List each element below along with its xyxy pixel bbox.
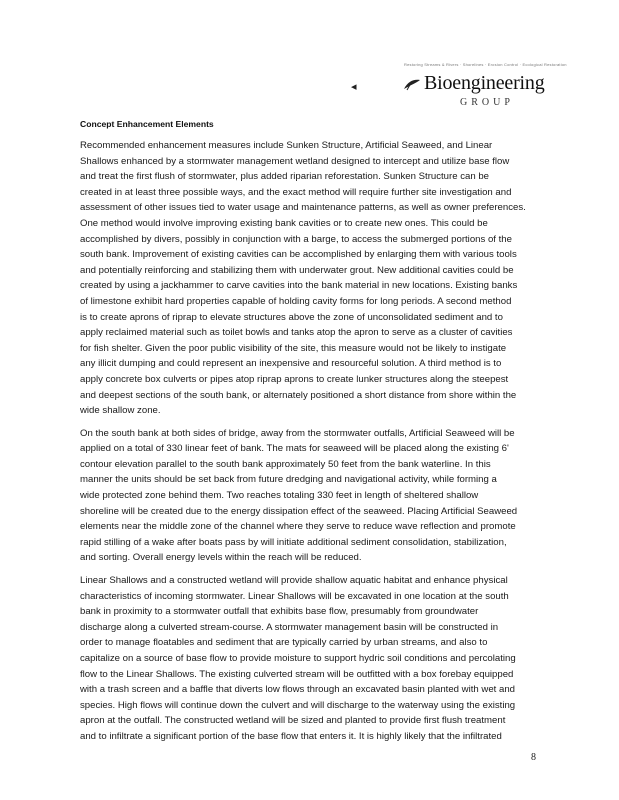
text-line: flow to the Linear Shallows. The existing culverted stream will be outfitted with a box forebay equipped (80, 668, 514, 680)
document-body (80, 138, 538, 752)
text-line: contour elevation parallel to the south bank approximately 50 feet from the bank waterline. In this (80, 458, 491, 470)
text-line: wide protected zone behind them. Two reaches totaling 330 feet in length of sheltered shallow (80, 490, 479, 502)
text-line: and potentially reinforcing and stabilizing them with underwater grout. New additional cavities could be (80, 264, 514, 276)
text-line: manner the units should be set back from future dredging and navigational activity, while forming a (80, 474, 497, 486)
text-line: and treat the first flush of stormwater, plus added riparian reforestation. Sunken Structure can be (80, 171, 490, 183)
text-line: created by using a jackhammer to carve cavities into the bank material in new locations. Existing banks (80, 280, 518, 292)
text-line: order to manage floatables and sediment that are typically carried by urban streams, and also to (80, 637, 488, 649)
section-heading: Concept Enhancement Elements (80, 119, 214, 129)
text-line: elements near the middle zone of the channel where they serve to reduce wave reflection and promote (80, 521, 516, 533)
text-line: Shallows enhanced by a stormwater management wetland designed to intercept and utilize base flow (80, 155, 510, 167)
text-line: apron at the outfall. The constructed wetland will be sized and planted to provide first flush treatment (80, 715, 506, 727)
text-line: created in at least three possible ways, and the exact method will require further site investigation and (80, 186, 512, 198)
text-line: of limestone exhibit hard properties capable of holding cavity forms for long periods. A second method (80, 295, 512, 307)
company-name: Bioengineering (424, 72, 545, 94)
paragraph (80, 138, 538, 419)
text-line: any illicit dumping and could represent an inexpensive and resourceful solution. A third method is to (80, 358, 502, 370)
text-line: Recommended enhancement measures include Sunken Structure, Artificial Seaweed, and Linear (80, 140, 493, 151)
arrow-icon: ◂ (351, 80, 357, 93)
text-line: capitalize on a source of base flow to provide moisture to support hydric soil conditions and percolating (80, 653, 516, 664)
text-line: characteristics of incoming stormwater. Linear Shallows will be excavated in one location at the south (80, 590, 509, 602)
text-line: and to infiltrate a significant portion of the base flow that enters it. It is highly likely that the infiltrated (80, 730, 502, 742)
leaf-logo-icon (402, 77, 422, 91)
text-line: south bank. Improvement of existing cavities can be accomplished by enlarging them with various tools (80, 249, 517, 261)
text-line: On the south bank at both sides of bridge, away from the stormwater outfalls, Artificial Seaweed will be (80, 427, 515, 439)
paragraph (80, 426, 538, 566)
text-line: apply concrete box culverts or pipes atop riprap aprons to create lunker structures along the steepest (80, 373, 509, 385)
text-line: bank in proximity to a stormwater outfall that exhibits base flow, presumably from groundwater (80, 606, 479, 618)
text-line: for fish shelter. Given the poor public visibility of the site, this measure would not be likely to instigate (80, 342, 507, 354)
text-line: One method would involve improving existing bank cavities or to create new ones. This could be (80, 217, 488, 229)
page-number: 8 (531, 752, 536, 763)
text-line: wide shallow zone. (80, 405, 161, 417)
text-line: is to create aprons of riprap to elevate structures above the zone of unconsolidated sediment and to (80, 311, 503, 323)
paragraph (80, 573, 538, 745)
text-line: species. High flows will continue down the culvert and will discharge to the waterway using the existing (80, 699, 516, 711)
text-line: assessment of other issues tied to water usage and maintenance patterns, as well as owner preferences. (80, 202, 526, 214)
text-line: with a trash screen and a baffle that diverts low flows through an excavated basin planted with wet and (80, 684, 515, 696)
text-line: rapid stilling of a wake after boats pass by will initiate additional sediment consolidation, stabilization, (80, 536, 507, 548)
text-line: discharge along a culverted stream-course. A stormwater management basin will be constructed in (80, 621, 499, 633)
text-line: accomplished by divers, possibly in conjunction with a barge, to access the submerged portions of the (80, 233, 512, 245)
text-line: and sorting. Overall energy levels within the reach will be reduced. (80, 552, 362, 564)
company-group-label: GROUP (460, 97, 514, 108)
text-line: apply reclaimed material such as toilet bowls and tanks atop the apron to serve as a cluster of cavities (80, 327, 513, 339)
letterhead-tagline: Restoring Streams & Rivers · Shorelines · Erosion Control · Ecological Restoration (404, 62, 567, 67)
text-line: shoreline will be created due to the energy dissipation effect of the seaweed. Placing Artificial Seaweed (80, 505, 518, 517)
text-line: applied on a total of 330 linear feet of bank. The mats for seaweed will be placed along the existing 6' (80, 443, 509, 455)
text-line: and deepest sections of the south bank, or alternately positioned a short distance from shore within the (80, 389, 517, 401)
letterhead (340, 62, 570, 112)
text-line: Linear Shallows and a constructed wetland will provide shallow aquatic habitat and enhance physical (80, 575, 508, 587)
